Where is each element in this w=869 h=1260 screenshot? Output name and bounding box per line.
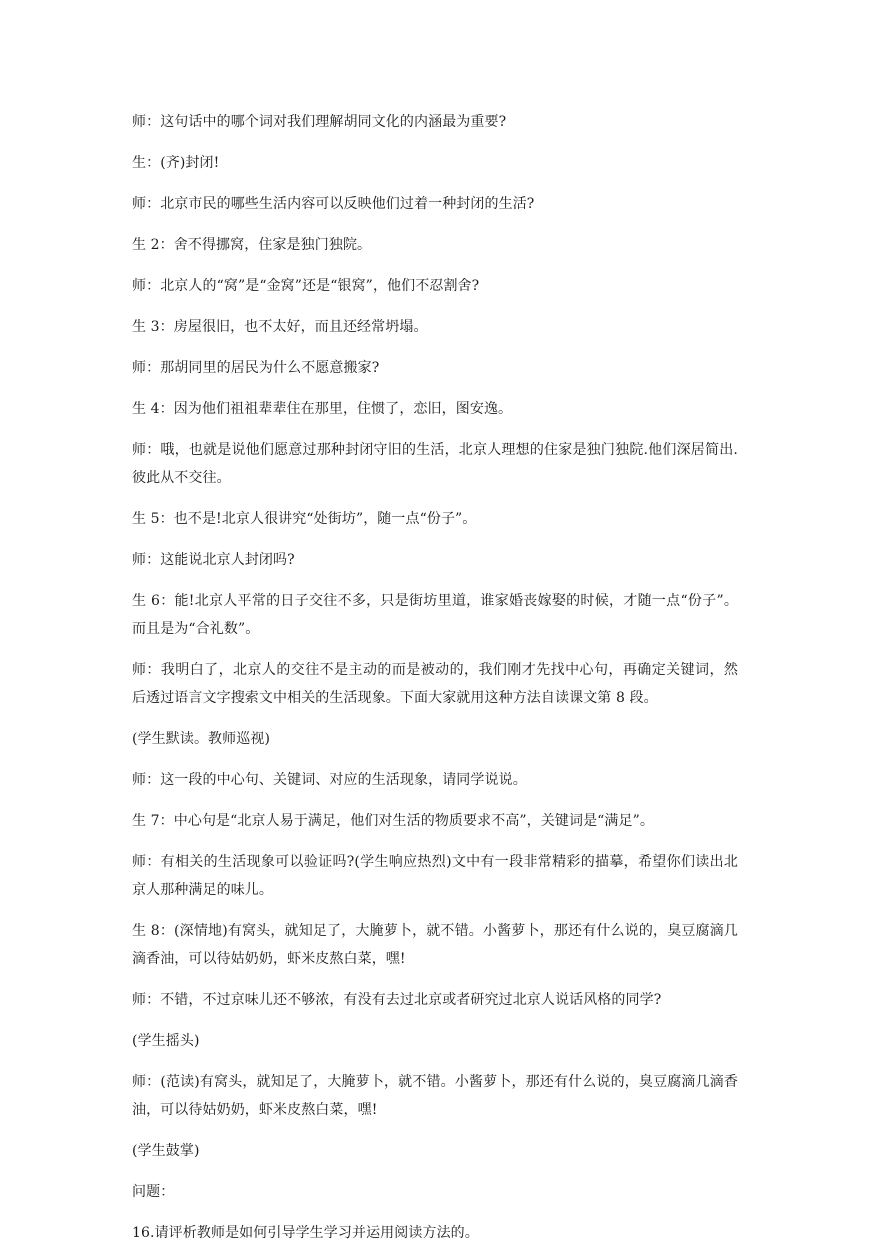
paragraph-student-6: 生 6：能!北京人平常的日子交往不多，只是街坊里道，谁家婚丧嫁娶的时候，才随一点“份子”。而且是为“合礼数”。 bbox=[132, 593, 738, 637]
paragraph-teacher-question-3: 师：北京人的“窝”是“金窝”还是“银窝”，他们不忍割舍? bbox=[132, 278, 480, 294]
paragraph-stage-direction-3: (学生鼓掌) bbox=[132, 1143, 200, 1159]
paragraph-student-4: 生 4：因为他们祖祖辈辈住在那里，住惯了，恋旧，图安逸。 bbox=[132, 401, 513, 417]
paragraph-student-5: 生 5：也不是!北京人很讲究“处街坊”，随一点“份子”。 bbox=[132, 511, 477, 527]
paragraph-teacher-question-2: 师：北京市民的哪些生活内容可以反映他们过着一种封闭的生活? bbox=[132, 196, 535, 212]
paragraph-teacher-question-7: 师：有相关的生活现象可以验证吗?(学生响应热烈)文中有一段非常精彩的描摹，希望你们读出北京人那种满足的味儿。 bbox=[132, 854, 738, 898]
document-body bbox=[132, 108, 738, 1260]
paragraph-question-16: 16.请评析教师是如何引导学生学习并运用阅读方法的。 bbox=[132, 1225, 479, 1241]
paragraph-student-7: 生 7：中心句是“北京人易于满足，他们对生活的物质要求不高”，关键词是“满足”。 bbox=[132, 813, 654, 829]
paragraph-teacher-remark-2: 师：我明白了，北京人的交往不是主动的而是被动的，我们刚才先找中心句，再确定关键词，然后透过语言文字搜索文中相关的生活现象。下面大家就用这种方法自读课文第 8 段。 bbox=[132, 662, 738, 706]
paragraph-student-3: 生 3：房屋很旧，也不太好，而且还经常坍塌。 bbox=[132, 319, 428, 335]
paragraph-students-answer: 生：(齐)封闭! bbox=[132, 155, 220, 171]
paragraph-teacher-remark-1: 师：哦，也就是说他们愿意过那种封闭守旧的生活，北京人理想的住家是独门独院.他们深居简出.彼此从不交往。 bbox=[132, 442, 738, 486]
paragraph-teacher-question-5: 师：这能说北京人封闭吗? bbox=[132, 552, 295, 568]
paragraph-student-2: 生 2：舍不得挪窝，住家是独门独院。 bbox=[132, 237, 372, 253]
paragraph-teacher-question-4: 师：那胡同里的居民为什么不愿意搬家? bbox=[132, 360, 380, 376]
paragraph-teacher-question-1: 师：这句话中的哪个词对我们理解胡同文化的内涵最为重要? bbox=[132, 114, 507, 130]
paragraph-question-heading: 问题： bbox=[132, 1184, 175, 1200]
paragraph-teacher-question-8: 师：不错，不过京味儿还不够浓，有没有去过北京或者研究过北京人说话风格的同学? bbox=[132, 992, 662, 1008]
paragraph-stage-direction-1: (学生默读。教师巡视) bbox=[132, 731, 271, 747]
paragraph-teacher-question-6: 师：这一段的中心句、关键词、对应的生活现象，请同学说说。 bbox=[132, 772, 527, 788]
paragraph-teacher-reading: 师：(范读)有窝头，就知足了，大腌萝卜，就不错。小酱萝卜，那还有什么说的，臭豆腐滴几滴香油，可以待姑奶奶，虾米皮熬白菜，嘿! bbox=[132, 1074, 738, 1118]
paragraph-student-8: 生 8：(深情地)有窝头，就知足了，大腌萝卜，就不错。小酱萝卜，那还有什么说的，臭豆腐滴几滴香油，可以待姑奶奶，虾米皮熬白菜，嘿! bbox=[132, 923, 738, 967]
paragraph-stage-direction-2: (学生摇头) bbox=[132, 1033, 200, 1049]
